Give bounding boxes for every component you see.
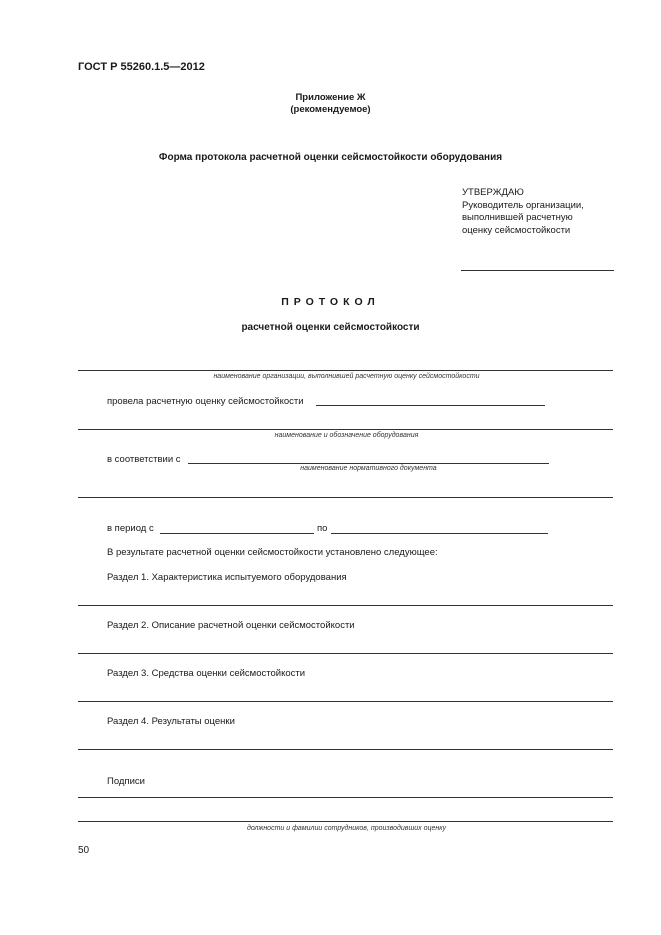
document-code: ГОСТ Р 55260.1.5—2012 (78, 61, 205, 73)
section-3-line (78, 701, 613, 702)
result-text: В результате расчетной оценки сейсмостойкости установлено следующее: (107, 547, 438, 558)
organization-line (78, 370, 613, 371)
approval-signature-line (461, 270, 614, 271)
normative-continuation-line (78, 497, 613, 498)
accordance-line (188, 463, 549, 464)
approval-block (462, 187, 584, 237)
performed-text: провела расчетную оценку сейсмостойкости (107, 396, 304, 407)
accordance-text: в соответствии с (107, 454, 181, 465)
protocol-subtitle: расчетной оценки сейсмостойкости (241, 322, 420, 333)
page-number: 50 (78, 845, 90, 856)
signatures-line-1 (78, 797, 613, 798)
form-title: Форма протокола расчетной оценки сейсмостойкости оборудования (158, 152, 503, 163)
appendix-title: Приложение Ж (295, 92, 366, 103)
appendix-note: (рекомендуемое) (290, 104, 371, 115)
section-4-line (78, 749, 613, 750)
performed-line (316, 405, 545, 406)
signatures-line-2 (78, 821, 613, 822)
caption-organization: наименование организации, выполнившей расчетную оценку сейсмостойкости (213, 373, 480, 380)
protocol-title: ПРОТОКОЛ (281, 296, 380, 308)
caption-signatures: должности и фамилии сотрудников, производивших оценку (246, 825, 447, 832)
period-to-line (331, 533, 548, 534)
section-1-line (78, 605, 613, 606)
section-3-label: Раздел 3. Средства оценки сейсмостойкости (107, 668, 306, 679)
approval-line-2: выполнившей расчетную (462, 212, 573, 223)
signatures-label: Подписи (107, 776, 145, 787)
caption-normative: наименование нормативного документа (300, 465, 437, 472)
approval-line-3: оценку сейсмостойкости (462, 224, 571, 236)
section-2-line (78, 653, 613, 654)
period-from-line (160, 533, 314, 534)
caption-equipment: наименование и обозначение оборудования (274, 432, 419, 439)
equipment-line (78, 429, 613, 430)
approval-line-1: Руководитель организации, (462, 199, 584, 211)
section-1-label: Раздел 1. Характеристика испытуемого оборудования (107, 572, 347, 583)
section-2-label: Раздел 2. Описание расчетной оценки сейсмостойкости (107, 620, 355, 631)
approval-word: УТВЕРЖДАЮ (462, 187, 524, 198)
section-4-label: Раздел 4. Результаты оценки (107, 716, 235, 727)
period-from-text: в период с (107, 523, 154, 534)
period-to-text: по (317, 523, 328, 534)
appendix-heading (0, 92, 661, 116)
